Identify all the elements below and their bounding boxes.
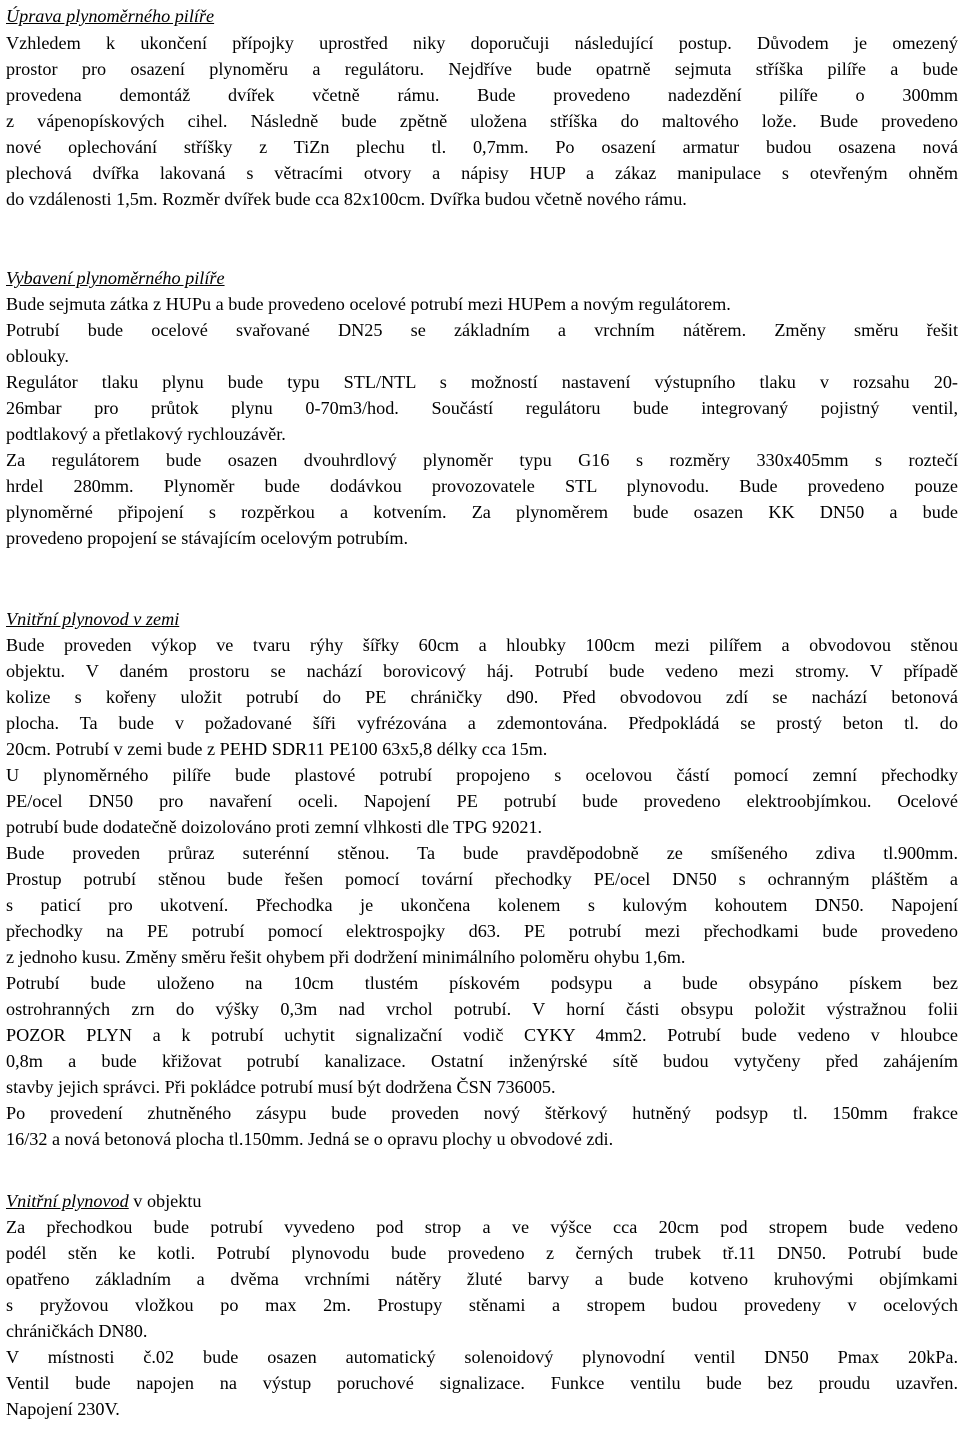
paragraph-line: plynoměrné připojení s rozpěrkou a kotvením. Za plynoměrem bude osazen KK DN50 a bude — [6, 502, 958, 522]
paragraph-line: PE/ocel DN50 pro navaření oceli. Napojení PE potrubí bude provedeno elektroobjímkou. Ocelové — [6, 791, 958, 811]
section-heading-pillar-modification: Úprava plynoměrného pilíře — [6, 6, 215, 26]
paragraph-line: Potrubí bude uloženo na 10cm tlustém pískovém podsypu a bude obsypáno pískem bez — [6, 973, 958, 993]
paragraph-line: Napojení 230V. — [6, 1399, 120, 1419]
paragraph-line: POZOR PLYN a k potrubí uchytit signalizační vodič CYKY 4mm2. Potrubí bude vedeno v hloubce — [6, 1025, 958, 1045]
paragraph-line: Bude sejmuta zátka z HUPu a bude provedeno ocelové potrubí mezi HUPem a novým regulátorem. — [6, 294, 731, 314]
paragraph-line: Za regulátorem bude osazen dvouhrdlový plynoměr typu G16 s rozměry 330x405mm s roztečí — [6, 450, 958, 470]
paragraph-line: s pryžovou vložkou po max 2m. Prostupy stěnami a stropem budou provedeny v ocelových — [6, 1295, 958, 1315]
paragraph-line: provedeno propojení se stávajícím ocelovým potrubím. — [6, 528, 409, 548]
paragraph-line: prostor pro osazení plynoměru a regulátoru. Nejdříve bude opatrně sejmuta stříška pilíře a bude — [6, 59, 958, 79]
paragraph-line: plocha. Ta bude v požadované šíři vyfrézována a zdemontována. Předpokládá se prostý beton tl. do — [6, 713, 958, 733]
paragraph-line: 26mbar pro průtok plynu 0-70m3/hod. Součástí regulátoru bude integrovaný pojistný ventil, — [6, 398, 958, 418]
paragraph-line: stavby jejich správci. Při pokládce potrubí musí být dodržena ČSN 736005. — [6, 1077, 556, 1097]
paragraph-line: Bude proveden průraz suterénní stěnou. Ta bude pravděpodobně ze smíšeného zdiva tl.900mm. — [6, 843, 958, 863]
paragraph-line: podtlakový a přetlakový rychlouzávěr. — [6, 424, 286, 444]
section-heading-underground-gas-line: Vnitřní plynovod v zemi — [6, 609, 180, 629]
paragraph-line: opatřeno základním a dvěma vrchními nátěry žluté barvy a bude kotveno kruhovými objímkami — [6, 1269, 958, 1289]
paragraph-line: 16/32 a nová betonová plocha tl.150mm. Jedná se o opravu plochy u obvodové zdi. — [6, 1129, 614, 1149]
paragraph-line: Vzhledem k ukončení přípojky uprostřed niky doporučuji následující postup. Důvodem je omezený — [6, 33, 958, 53]
paragraph-line: Po provedení zhutněného zásypu bude proveden nový štěrkový hutněný podsyp tl. 150mm frakce — [6, 1103, 958, 1123]
paragraph-line: 20cm. Potrubí v zemi bude z PEHD SDR11 PE100 63x5,8 délky cca 15m. — [6, 739, 548, 759]
paragraph-line: s paticí pro ukotvení. Přechodka je ukončena kolenem s kulovým kohoutem DN50. Napojení — [6, 895, 958, 915]
paragraph-line: Prostup potrubí stěnou bude řešen pomocí tovární přechodky PE/ocel DN50 s ochranným pláštěm a — [6, 869, 958, 889]
paragraph-line: U plynoměrného pilíře bude plastové potrubí propojeno s ocelovou částí pomocí zemní přechodky — [6, 765, 958, 785]
paragraph-line: V místnosti č.02 bude osazen automatický solenoidový plynovodní ventil DN50 Pmax 20kPa. — [6, 1347, 958, 1367]
paragraph-line: do vzdálenosti 1,5m. Rozměr dvířek bude cca 82x100cm. Dvířka budou včetně nového rámu. — [6, 189, 687, 209]
paragraph-line: z jednoho kusu. Změny směru řešit ohybem při dodržení minimálního poloměru ohybu 1,6m. — [6, 947, 686, 967]
paragraph-line: potrubí bude dodatečně doizolováno proti zemní vlhkosti dle TPG 92021. — [6, 817, 543, 837]
paragraph-line: Bude proveden výkop ve tvaru rýhy šířky 60cm a hloubky 100cm mezi pilířem a obvodovou stěnou — [6, 635, 958, 655]
paragraph-line: hrdel 280mm. Plynoměr bude dodávkou provozovatele STL plynovodu. Bude provedeno pouze — [6, 476, 958, 496]
paragraph-line: 0,8m a bude křižovat potrubí kanalizace. Ostatní inženýrské sítě budou vytyčeny před zahájením — [6, 1051, 958, 1071]
paragraph-line: oblouky. — [6, 346, 69, 366]
paragraph-line: Ventil bude napojen na výstup poruchové signalizace. Funkce ventilu bude bez proudu uzavřen. — [6, 1373, 958, 1393]
paragraph-line: Potrubí bude ocelové svařované DN25 se základním a vrchním nátěrem. Změny směru řešit — [6, 320, 958, 340]
paragraph-line: objektu. V daném prostoru se nachází borovicový háj. Potrubí bude vedeno mezi stromy. V případě — [6, 661, 958, 681]
paragraph-line: z vápenopískových cihel. Následně bude zpětně uložena stříška do maltového lože. Bude provedeno — [6, 111, 958, 131]
paragraph-line: plechová dvířka lakovaná s větracími otvory a nápisy HUP a zákaz manipulace s otevřeným ohněm — [6, 163, 958, 183]
section-heading-part-underlined: Vnitřní plynovod — [6, 1191, 129, 1211]
paragraph-line: podél stěn ke kotli. Potrubí plynovodu bude provedeno z černých trubek tř.11 DN50. Potrubí bude — [6, 1243, 958, 1263]
section-heading-indoor-gas-line — [6, 1188, 958, 1214]
paragraph-line: kolize s kořeny uložit potrubí do PE chráničky d90. Před obvodovou zdí se nachází betonová — [6, 687, 958, 707]
paragraph-line: ostrohranných zrn do výšky 0,3m nad vrchol potrubí. V horní části obsypu položit výstražnou folii — [6, 999, 958, 1019]
paragraph-line: Regulátor tlaku plynu bude typu STL/NTL s možností nastavení výstupního tlaku v rozsahu 20- — [6, 372, 958, 392]
paragraph-line: chráničkách DN80. — [6, 1321, 148, 1341]
paragraph-line: přechodky na PE potrubí pomocí elektrospojky d63. PE potrubí mezi přechodkami bude provedeno — [6, 921, 958, 941]
section-heading-part-plain: v objektu — [128, 1191, 202, 1211]
paragraph-line: Za přechodkou bude potrubí vyvedeno pod strop a ve výšce cca 20cm pod stropem bude vedeno — [6, 1217, 958, 1237]
section-heading-pillar-equipment: Vybavení plynoměrného pilíře — [6, 268, 225, 288]
paragraph-line: nové oplechování stříšky z TiZn plechu tl. 0,7mm. Po osazení armatur budou osazena nová — [6, 137, 958, 157]
paragraph-line: provedena demontáž dvířek včetně rámu. Bude provedeno nadezdění pilíře o 300mm — [6, 85, 958, 105]
